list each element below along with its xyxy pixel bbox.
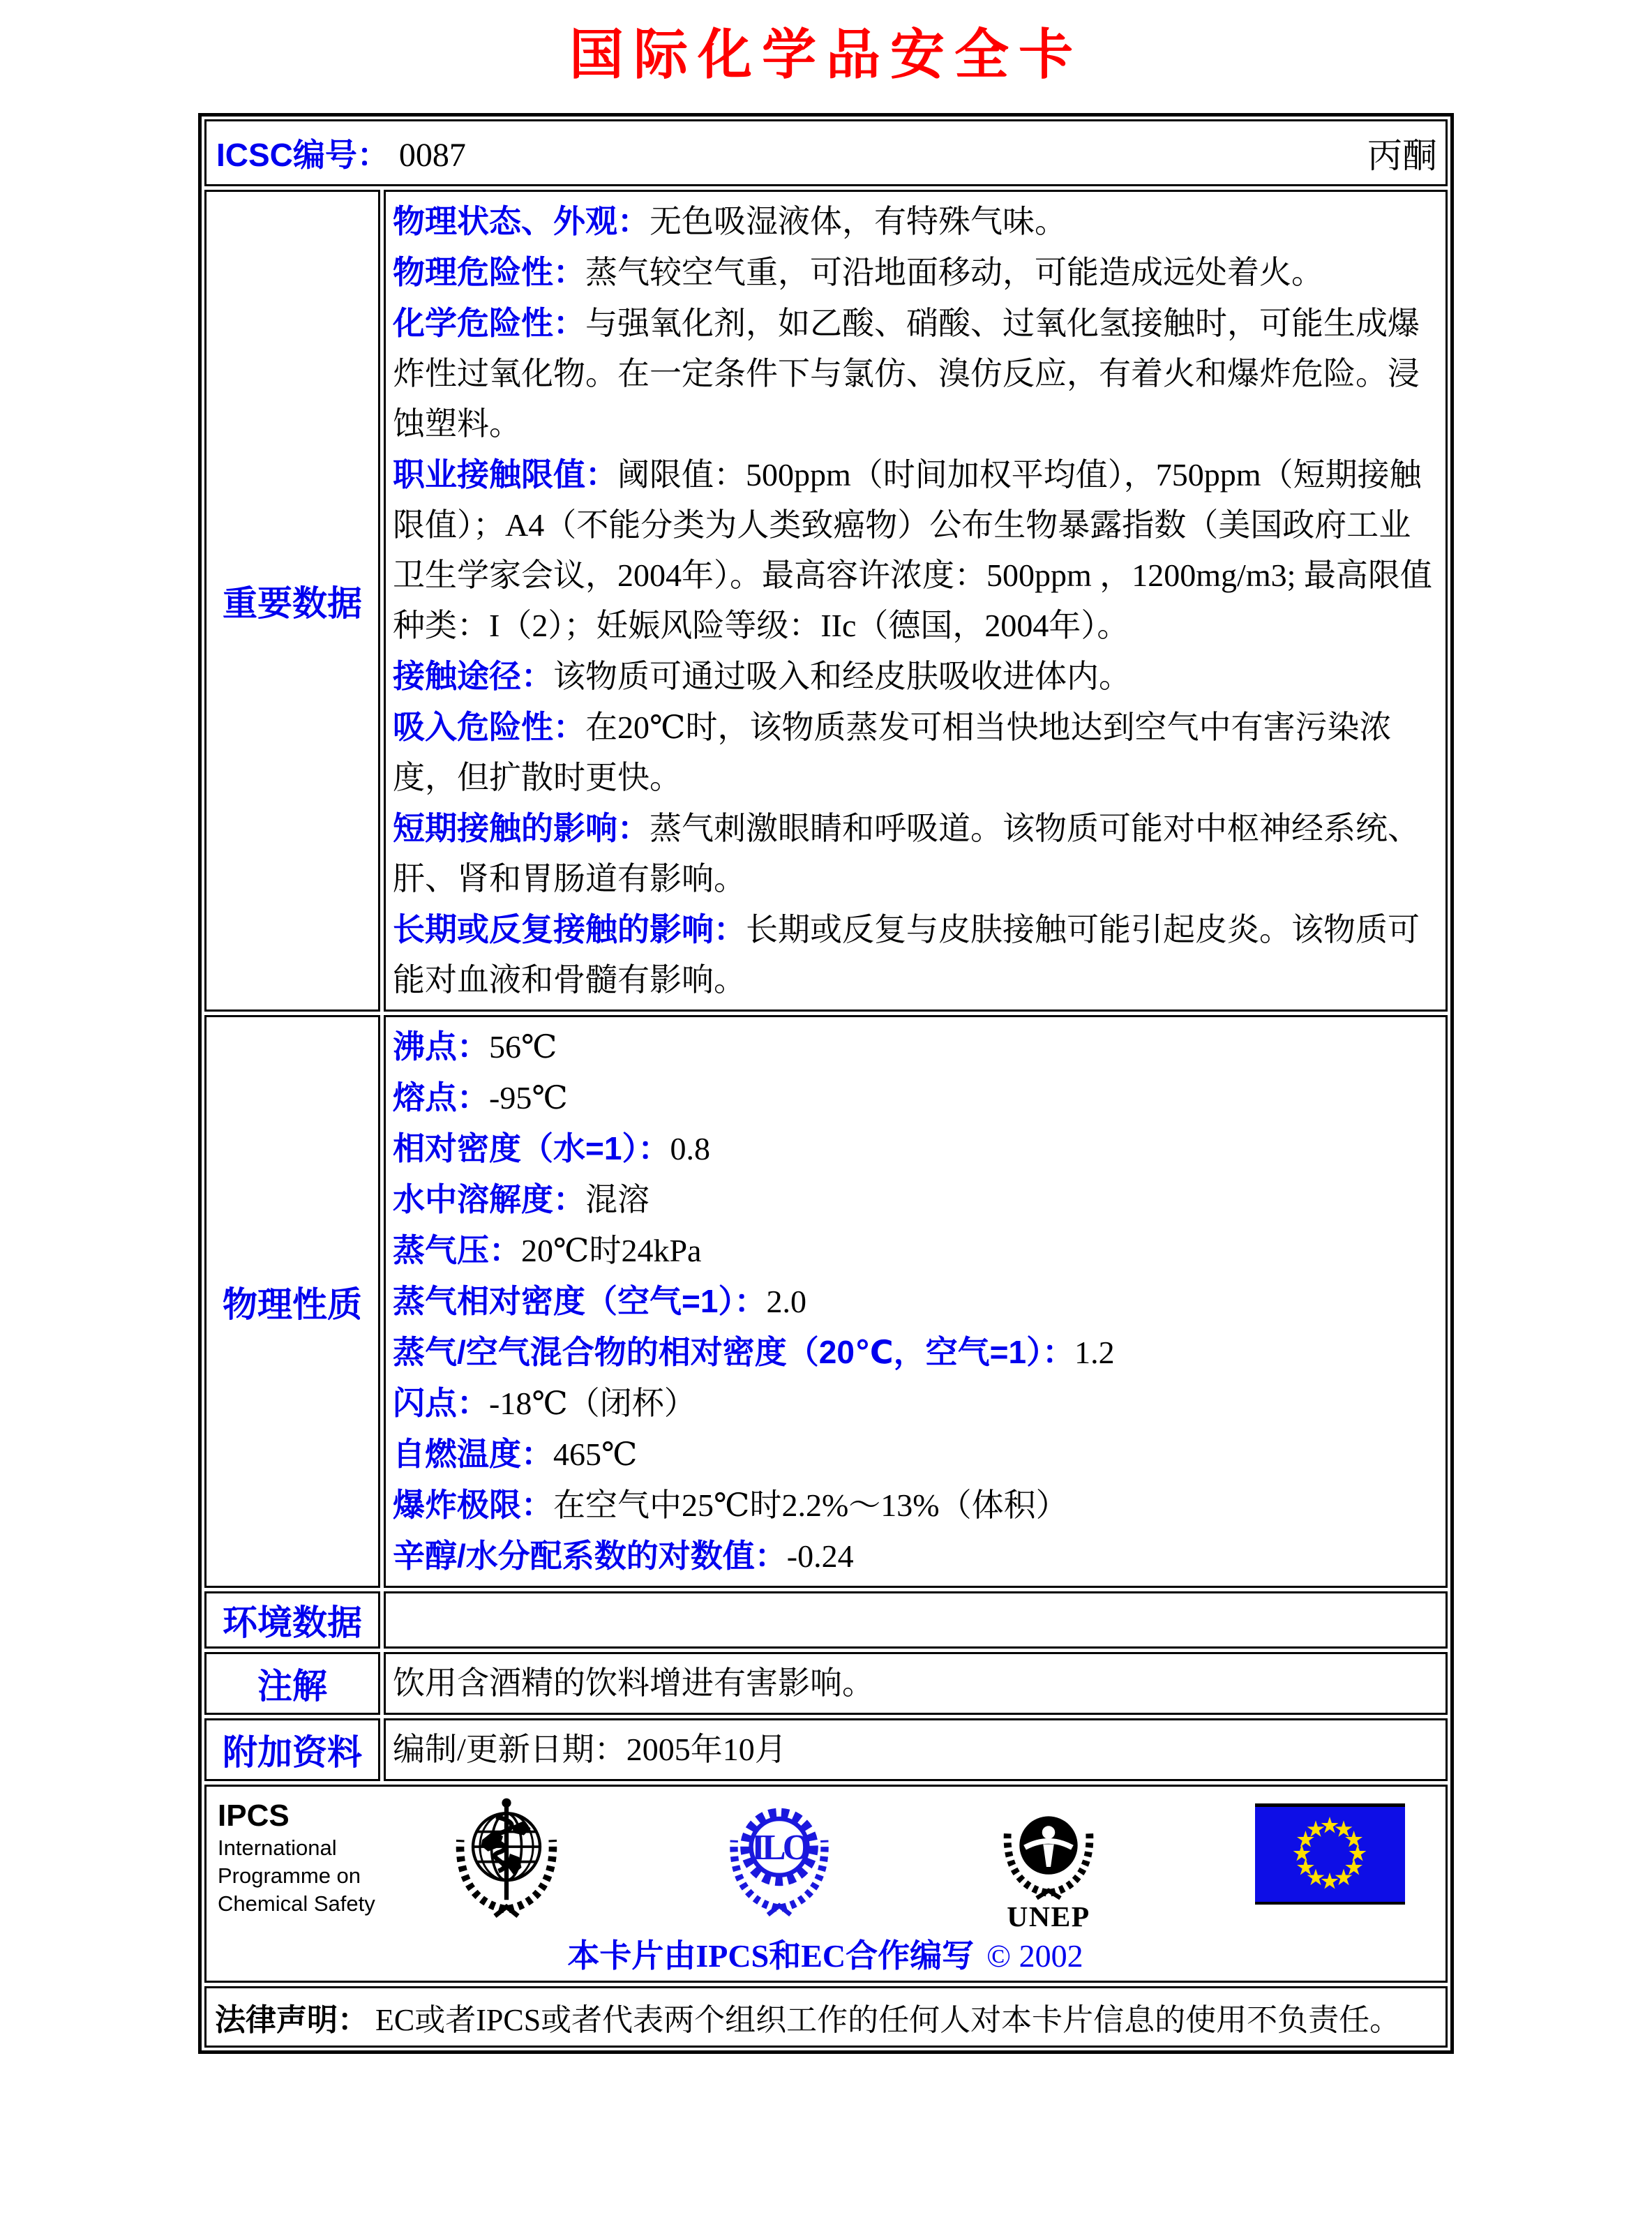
- property-value: 在空气中25℃时2.2%～13%（体积）: [553, 1487, 1068, 1523]
- property-line: [393, 1225, 1437, 1276]
- important-item: [393, 298, 1437, 449]
- eu-flag-icon: [1255, 1803, 1405, 1905]
- property-label: 自燃温度：: [393, 1436, 553, 1472]
- item-text: 蒸气较空气重，可沿地面移动，可能造成远处着火。: [585, 255, 1323, 290]
- ipcs-block: [218, 1794, 405, 1918]
- item-text: 该物质可通过吸入和经皮肤吸收进体内。: [553, 659, 1131, 694]
- important-item: [393, 247, 1437, 298]
- item-text: 与强氧化剂，如乙酸、硝酸、过氧化氢接触时，可能生成爆炸性过氧化物。在一定条件下与氯仿、溴仿反应，有着火和爆炸危险。浸蚀塑料。: [393, 306, 1420, 442]
- property-label: 辛醇/水分配系数的对数值：: [393, 1538, 787, 1574]
- item-label: 化学危险性：: [393, 305, 585, 341]
- property-line: [393, 1531, 1437, 1582]
- item-label: 物理危险性：: [393, 254, 585, 290]
- property-label: 水中溶解度：: [393, 1181, 585, 1217]
- ipcs-subtitle-line: Programme on: [218, 1863, 361, 1888]
- logos-strip: [218, 1794, 1433, 1930]
- environmental-data-content: [384, 1591, 1448, 1649]
- property-value: 20℃时24kPa: [521, 1233, 702, 1268]
- property-value: 混溶: [585, 1182, 649, 1217]
- property-line: [393, 1123, 1437, 1174]
- section-label-additional-info: 附加资料: [204, 1718, 380, 1781]
- section-label-notes: 注解: [204, 1652, 380, 1715]
- legal-notice-row: [204, 1986, 1448, 2048]
- property-label: 相对密度（水=1）：: [393, 1130, 670, 1166]
- unep-emblem-icon: [989, 1794, 1108, 1930]
- org-logos: [405, 1794, 1433, 1930]
- header-cell: [204, 119, 1448, 186]
- icsc-number-value: 0087: [398, 137, 466, 174]
- notes-content: [384, 1652, 1448, 1715]
- important-item: [393, 449, 1437, 651]
- additional-info-text: 编制/更新日期：2005年10月: [393, 1732, 787, 1767]
- physical-properties-content: [384, 1015, 1448, 1588]
- icsc-number-label: ICSC编号：: [216, 137, 389, 173]
- ilo-emblem-icon: [717, 1795, 841, 1919]
- property-value: 56℃: [489, 1029, 557, 1065]
- chemical-name: 丙酮: [1367, 136, 1437, 175]
- property-line: [393, 1480, 1437, 1531]
- property-line: [393, 1378, 1437, 1429]
- property-label: 蒸气/空气混合物的相对密度（20℃，空气=1）：: [393, 1334, 1075, 1370]
- additional-info-content: [384, 1718, 1448, 1781]
- item-text: 阈限值：500ppm（时间加权平均值），750ppm（短期接触限值）；A4（不能分类为人类致癌物）公布生物暴露指数（美国政府工业卫生学家会议，2004年）。最高容许浓度：500ppm ，1200mg/m3; 最高限值种类：I（2）；妊娠风险等级：IIc（德国，2004年）。: [393, 457, 1432, 643]
- ipcs-subtitle-line: International: [218, 1836, 337, 1860]
- item-text: 无色吸湿液体，有特殊气味。: [649, 204, 1067, 239]
- property-value: 465℃: [553, 1436, 638, 1472]
- physical-properties-row: [204, 1015, 1448, 1588]
- icsc-card: [198, 113, 1454, 2054]
- section-label-physical-properties: 物理性质: [204, 1015, 380, 1588]
- organizations-cell: [204, 1785, 1448, 1983]
- property-label: 沸点：: [393, 1028, 489, 1065]
- notes-text: 饮用含酒精的饮料增进有害影响。: [393, 1665, 874, 1701]
- legal-notice-label: 法律声明：: [215, 2003, 368, 2037]
- item-text: 蒸气刺激眼睛和呼吸道。该物质可能对中枢神经系统、肝、肾和胃肠道有影响。: [393, 811, 1420, 896]
- legal-notice-cell: [204, 1986, 1448, 2048]
- environmental-data-row: [204, 1591, 1448, 1649]
- cooperation-caption: [218, 1930, 1433, 1976]
- property-value: -18℃（闭杯）: [489, 1386, 696, 1421]
- important-item: [393, 196, 1437, 247]
- property-value: -0.24: [786, 1538, 854, 1574]
- item-text: 在20℃时，该物质蒸发可相当快地达到空气中有害污染浓度，但扩散时更快。: [393, 710, 1392, 795]
- property-label: 爆炸极限：: [393, 1487, 553, 1523]
- ilo-letters: ILO: [751, 1828, 808, 1868]
- legal-notice-text: EC或者IPCS或者代表两个组织工作的任何人对本卡片信息的使用不负责任。: [375, 2003, 1401, 2037]
- important-data-content: [384, 190, 1448, 1012]
- property-value: -95℃: [489, 1080, 568, 1116]
- who-emblem-icon: [443, 1794, 570, 1921]
- cooperation-caption-text: 本卡片由IPCS和EC合作编写: [567, 1938, 975, 1974]
- property-value: 0.8: [670, 1131, 710, 1166]
- copyright-text: © 2002: [986, 1938, 1083, 1974]
- ipcs-title: IPCS: [218, 1799, 290, 1833]
- important-item: [393, 803, 1437, 904]
- important-item: [393, 904, 1437, 1005]
- page-title: 国际化学品安全卡: [569, 24, 1083, 85]
- item-label: 物理状态、外观：: [393, 203, 649, 239]
- item-label: 长期或反复接触的影响：: [393, 911, 746, 947]
- property-line: [393, 1327, 1437, 1378]
- important-item: [393, 702, 1437, 803]
- property-value: 2.0: [766, 1284, 806, 1319]
- item-text: 长期或反复与皮肤接触可能引起皮炎。该物质可能对血液和骨髓有影响。: [393, 912, 1420, 998]
- header-row: [204, 119, 1448, 186]
- item-label: 接触途径：: [393, 658, 553, 694]
- unep-letters: UNEP: [1006, 1900, 1090, 1930]
- icsc-number-group: [216, 130, 466, 176]
- property-line: [393, 1276, 1437, 1327]
- item-label: 职业接触限值：: [393, 456, 617, 493]
- property-value: 1.2: [1074, 1335, 1115, 1370]
- section-label-environmental-data: 环境数据: [204, 1591, 380, 1649]
- property-label: 蒸气压：: [393, 1232, 521, 1268]
- important-item: [393, 651, 1437, 702]
- organizations-row: [204, 1785, 1448, 1983]
- notes-row: [204, 1652, 1448, 1715]
- property-label: 闪点：: [393, 1385, 489, 1421]
- property-line: [393, 1072, 1437, 1123]
- property-line: [393, 1429, 1437, 1480]
- item-label: 吸入危险性：: [393, 709, 585, 745]
- important-data-row: [204, 190, 1448, 1012]
- item-label: 短期接触的影响：: [393, 810, 649, 846]
- property-line: [393, 1021, 1437, 1072]
- property-label: 蒸气相对密度（空气=1）：: [393, 1283, 767, 1319]
- property-label: 熔点：: [393, 1079, 489, 1116]
- ipcs-subtitle-line: Chemical Safety: [218, 1891, 375, 1916]
- additional-info-row: [204, 1718, 1448, 1781]
- section-label-important-data: 重要数据: [204, 190, 380, 1012]
- property-line: [393, 1174, 1437, 1225]
